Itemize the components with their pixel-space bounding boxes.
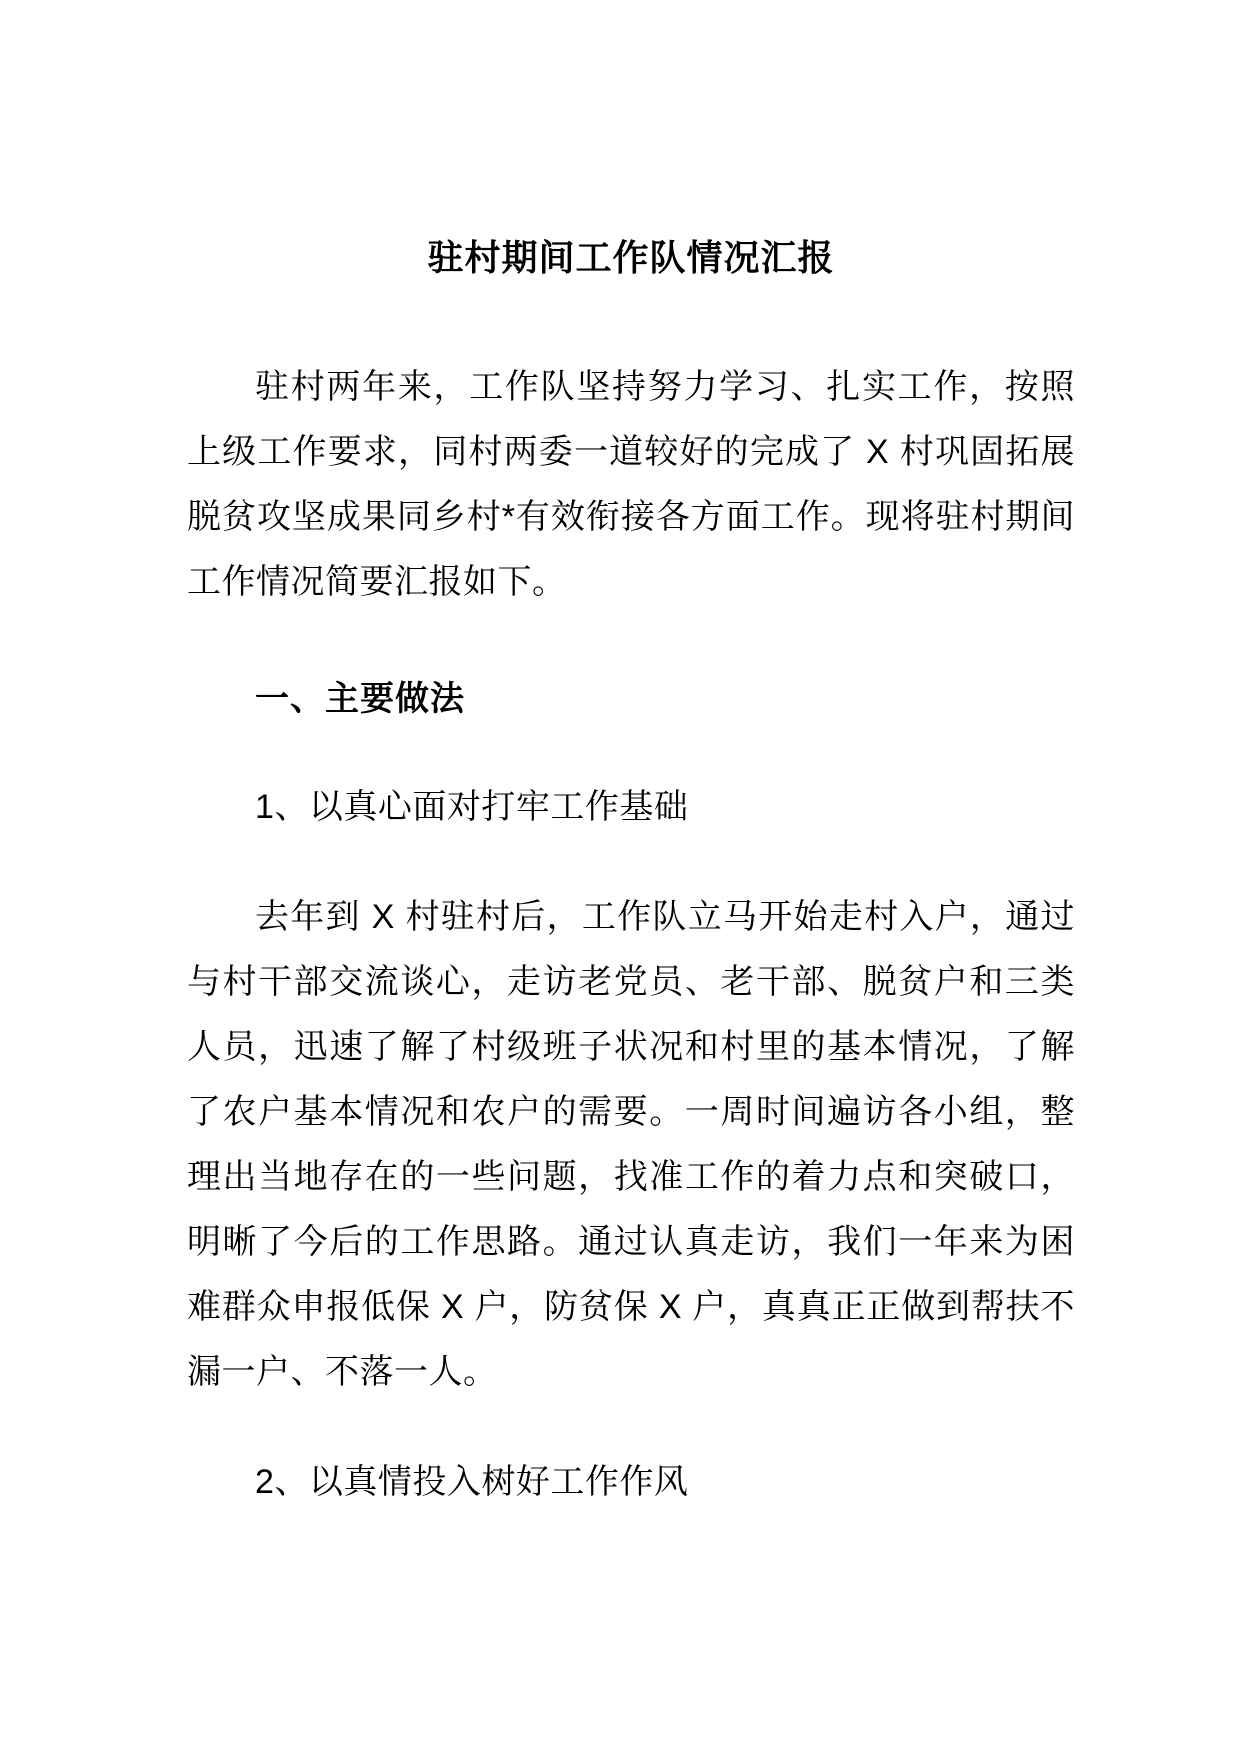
intro-paragraph: 驻村两年来，工作队坚持努力学习、扎实工作，按照上级工作要求，同村两委一道较好的完成了 X 村巩固拓展脱贫攻坚成果同乡村*有效衔接各方面工作。现将驻村期间工作情况简要汇报如下。 — [187, 368, 1075, 601]
document-title: 驻村期间工作队情况汇报 — [427, 237, 835, 278]
subsection-heading-1: 1、以真心面对打牢工作基础 — [255, 788, 689, 826]
body-paragraph: 去年到 X 村驻村后，工作队立马开始走村入户，通过与村干部交流谈心，走访老党员、老干部、脱贫户和三类人员，迅速了解了村级班子状况和村里的基本情况，了解了农户基本情况和农户的需要。一周时间遍访各小组，整理出当地存在的一些问题，找准工作的着力点和突破口，明晰了今后的工作思路。通过认真走访，我们一年来为困难群众申报低保 X 户，防贫保 X 户，真真正正做到帮扶不漏一户、不落一人。 — [187, 898, 1075, 1391]
subsection-heading-2: 2、以真情投入树好工作作风 — [255, 1463, 689, 1501]
section-heading-main-practices: 一、主要做法 — [255, 680, 465, 718]
